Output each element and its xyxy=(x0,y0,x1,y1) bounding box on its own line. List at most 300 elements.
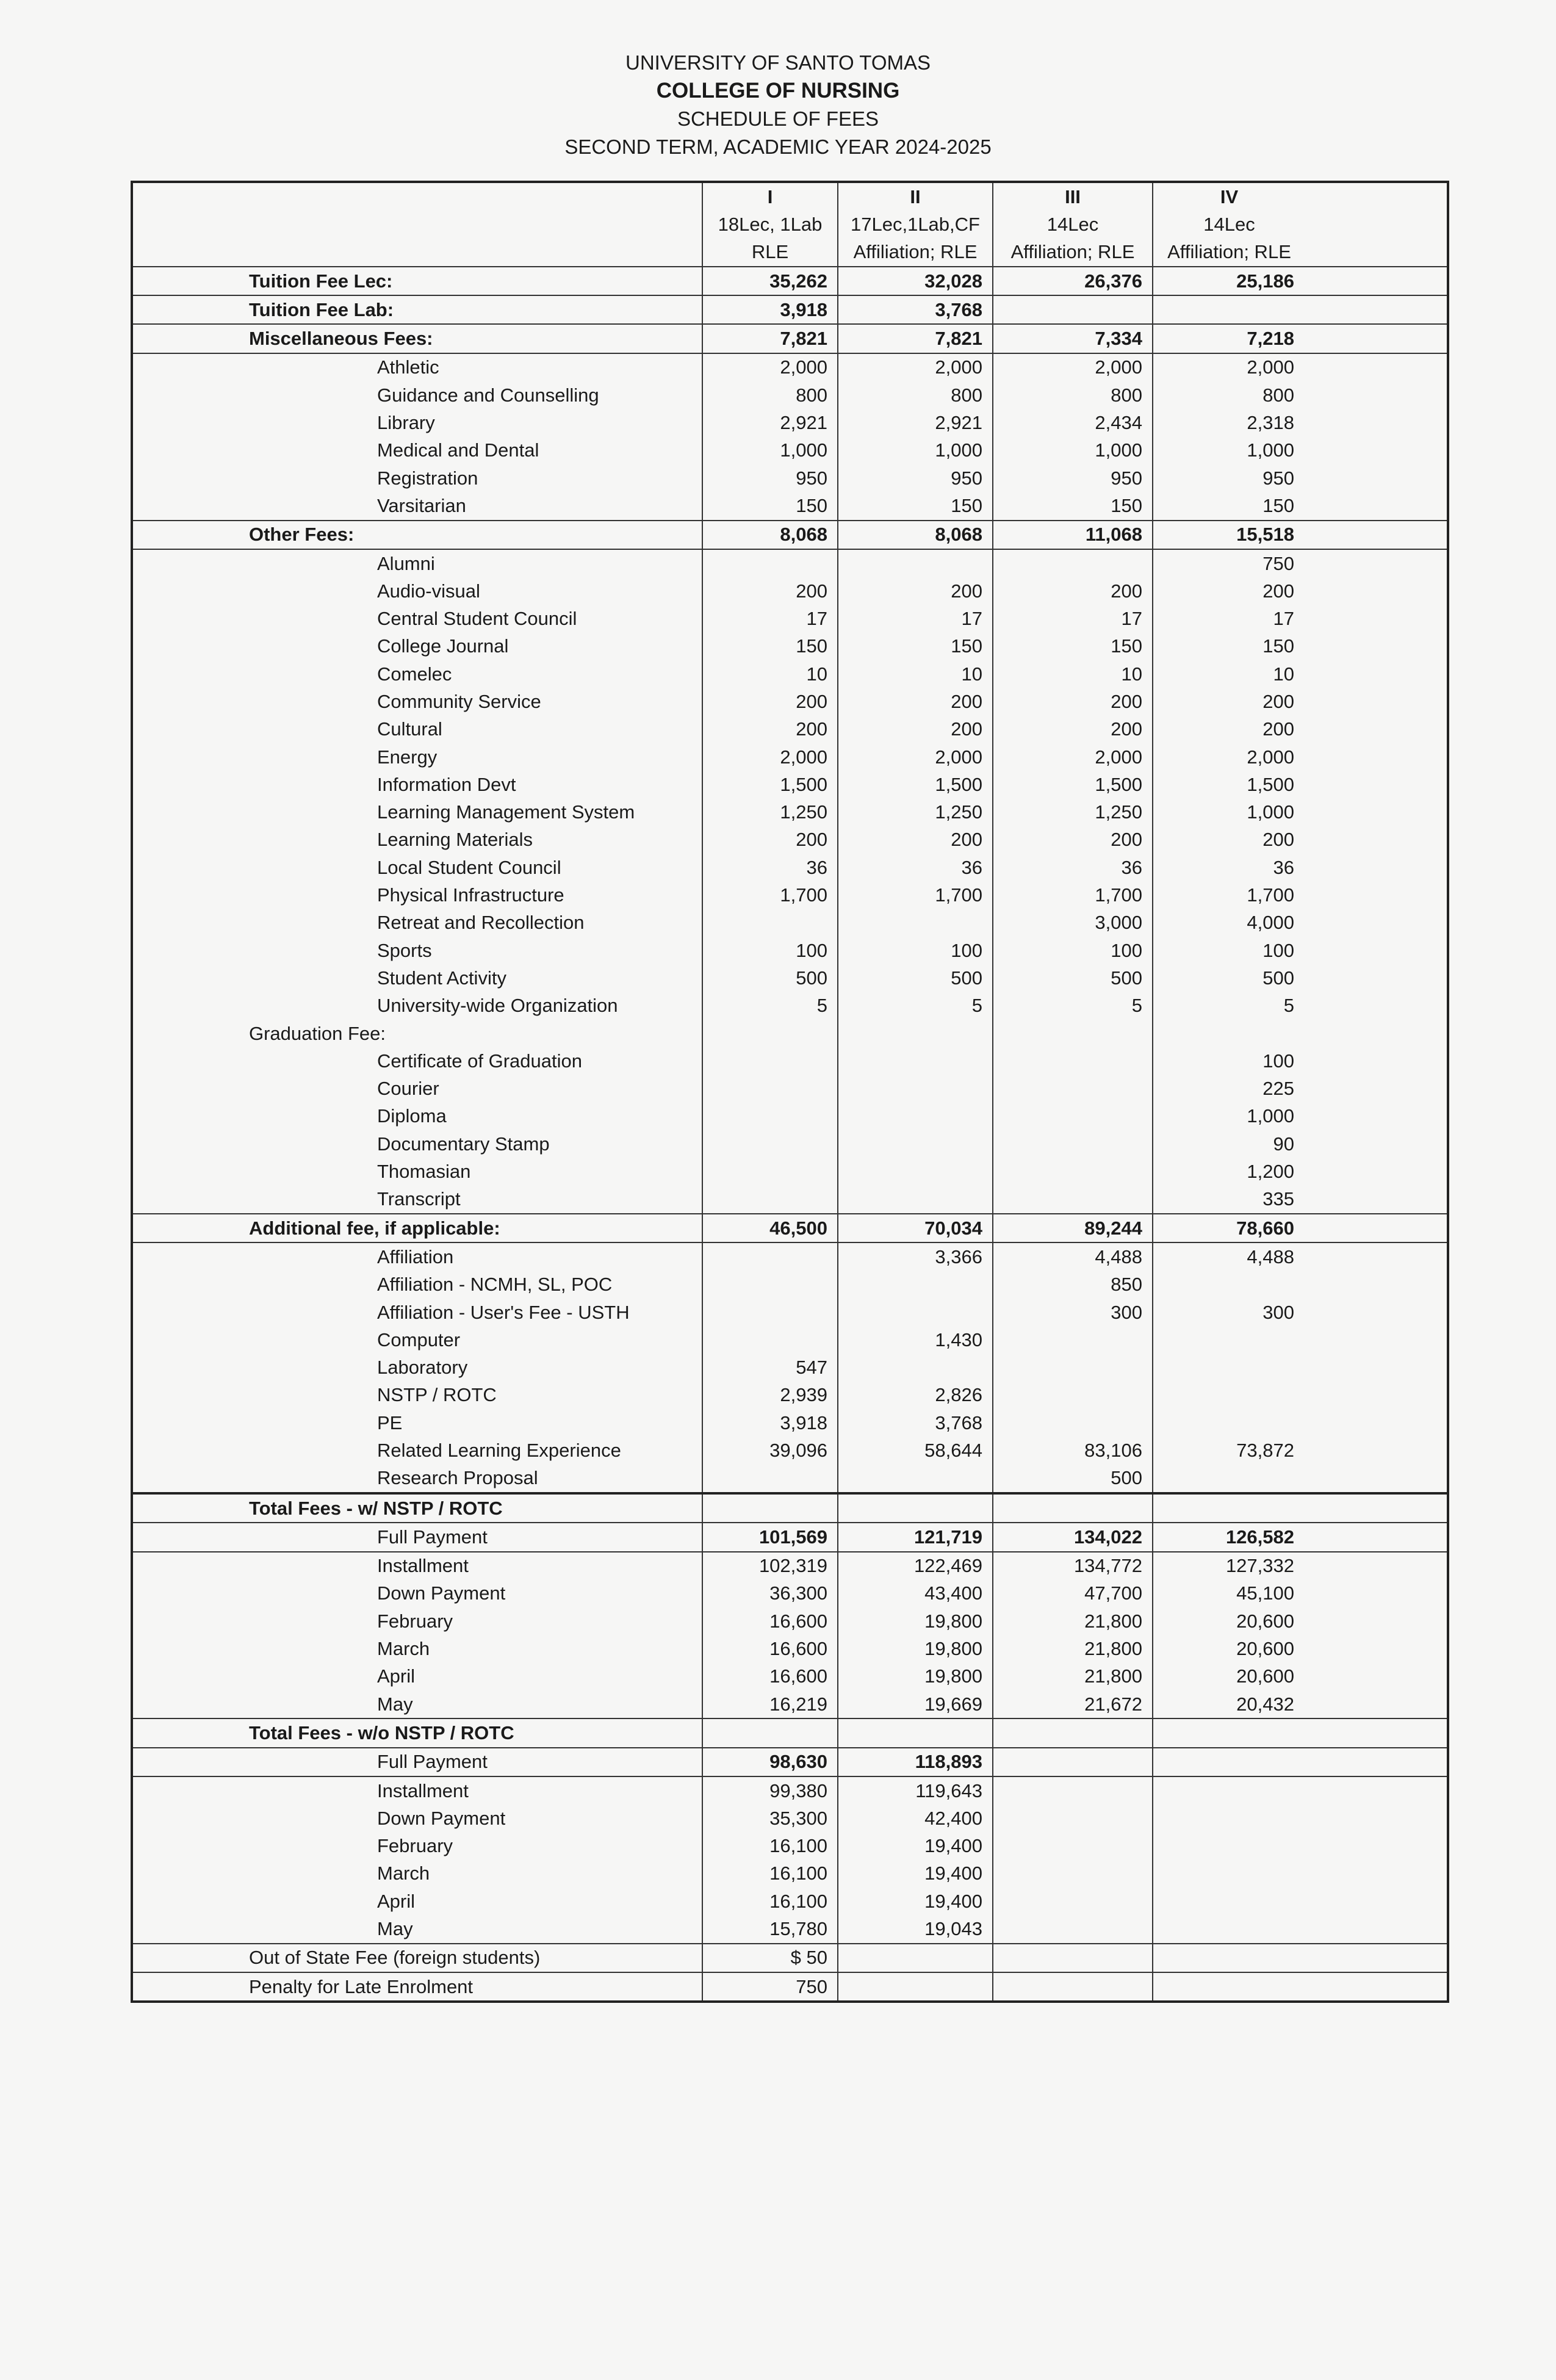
fee-amount: 35,262 xyxy=(702,267,838,295)
fee-row xyxy=(132,1409,1448,1437)
fee-amount: 950 xyxy=(1153,464,1448,492)
fee-amount: 4,488 xyxy=(1153,1242,1448,1271)
fee-amount: 200 xyxy=(838,688,993,715)
fee-amount: 121,719 xyxy=(838,1523,993,1551)
fee-row xyxy=(132,295,1448,324)
fee-amount: 126,582 xyxy=(1153,1523,1448,1551)
fee-label: Diploma xyxy=(377,1105,447,1127)
fee-amount: 2,000 xyxy=(702,743,838,771)
fee-row xyxy=(132,1271,1448,1299)
fee-amount: 58,644 xyxy=(838,1437,993,1464)
fee-amount xyxy=(838,1493,993,1523)
fee-amount xyxy=(1153,1382,1448,1409)
fee-row xyxy=(132,964,1448,992)
fee-amount xyxy=(993,1972,1153,2002)
fee-label: Community Service xyxy=(377,690,541,712)
fee-amount: 36,300 xyxy=(702,1580,838,1607)
fee-amount xyxy=(1153,1493,1448,1523)
fee-row xyxy=(132,881,1448,909)
fee-amount xyxy=(993,1915,1153,1943)
fee-row xyxy=(132,937,1448,964)
fee-amount xyxy=(993,1860,1153,1888)
fee-row xyxy=(132,1607,1448,1635)
fee-amount: 2,826 xyxy=(838,1382,993,1409)
fee-amount: 300 xyxy=(1153,1299,1448,1326)
fee-row xyxy=(132,381,1448,409)
fee-row xyxy=(132,353,1448,381)
fee-amount: 11,068 xyxy=(993,521,1153,549)
fee-amount: 134,022 xyxy=(993,1523,1153,1551)
fee-row xyxy=(132,1888,1448,1915)
fee-amount xyxy=(702,1242,838,1271)
fee-label: Full Payment xyxy=(132,1748,702,1776)
fee-amount: 1,000 xyxy=(1153,1103,1448,1130)
fee-amount: 127,332 xyxy=(1153,1552,1448,1580)
fee-amount: 1,500 xyxy=(993,771,1153,798)
fee-label: Total Fees - w/o NSTP / ROTC xyxy=(132,1718,702,1747)
fee-amount xyxy=(993,1748,1153,1776)
fee-amount xyxy=(993,1103,1153,1130)
fee-amount xyxy=(702,1075,838,1103)
fee-amount: 4,488 xyxy=(993,1242,1153,1271)
fee-amount: 10 xyxy=(702,660,838,688)
fee-label: Physical Infrastructure xyxy=(377,884,564,906)
fee-amount: 150 xyxy=(702,633,838,660)
fee-amount: 200 xyxy=(1153,688,1448,715)
fee-label: Installment xyxy=(377,1780,469,1801)
fee-amount: 19,800 xyxy=(838,1635,993,1662)
fee-amount xyxy=(993,1805,1153,1832)
fee-amount: 2,000 xyxy=(993,743,1153,771)
fee-amount: 3,918 xyxy=(702,295,838,324)
fee-label: Documentary Stamp xyxy=(377,1133,550,1155)
fee-row xyxy=(132,1523,1448,1551)
fee-amount: 3,918 xyxy=(702,1409,838,1437)
fee-label: Computer xyxy=(377,1329,461,1350)
fee-row xyxy=(132,1552,1448,1580)
fee-amount xyxy=(1153,1409,1448,1437)
fee-amount: 16,100 xyxy=(702,1888,838,1915)
fee-label: March xyxy=(377,1638,430,1660)
fee-label: Graduation Fee: xyxy=(249,1022,386,1044)
fee-label: Transcript xyxy=(377,1188,461,1210)
column-header-row xyxy=(132,239,1448,267)
fee-amount: 16,600 xyxy=(702,1607,838,1635)
fee-row xyxy=(132,716,1448,743)
fee-row xyxy=(132,633,1448,660)
fee-amount xyxy=(1153,1860,1448,1888)
fee-label: Tuition Fee Lab: xyxy=(132,295,702,324)
fee-amount: 36 xyxy=(702,854,838,881)
fee-label: Audio-visual xyxy=(377,580,480,602)
fee-amount xyxy=(702,1047,838,1075)
fee-label: Full Payment xyxy=(132,1523,702,1551)
fee-amount: 100 xyxy=(1153,937,1448,964)
fee-label: Affiliation - NCMH, SL, POC xyxy=(377,1274,613,1296)
column-header-cell: I xyxy=(702,182,838,211)
fee-amount: 19,400 xyxy=(838,1860,993,1888)
fee-amount: 200 xyxy=(993,716,1153,743)
fee-amount xyxy=(702,1158,838,1185)
fee-label: Laboratory xyxy=(377,1357,468,1379)
fee-amount xyxy=(838,1718,993,1747)
fee-amount xyxy=(993,1409,1153,1437)
fee-amount: 200 xyxy=(838,716,993,743)
fee-amount: 200 xyxy=(993,577,1153,605)
fee-amount xyxy=(702,1271,838,1299)
fee-amount xyxy=(993,1493,1153,1523)
fee-amount: 200 xyxy=(1153,826,1448,854)
fee-row xyxy=(132,324,1448,353)
fee-amount: 800 xyxy=(993,381,1153,409)
column-header-cell: Affiliation; RLE xyxy=(838,239,993,267)
fee-amount: 20,600 xyxy=(1153,1635,1448,1662)
fee-label: College Journal xyxy=(377,635,509,657)
fee-amount: 1,700 xyxy=(838,881,993,909)
fee-amount: 21,800 xyxy=(993,1635,1153,1662)
fee-amount xyxy=(1153,1972,1448,2002)
fee-amount xyxy=(1153,1020,1448,1047)
fee-label: May xyxy=(377,1918,413,1940)
fee-amount xyxy=(1153,1748,1448,1776)
fee-amount: 8,068 xyxy=(702,521,838,549)
fee-row xyxy=(132,1690,1448,1718)
fee-amount: 15,780 xyxy=(702,1915,838,1943)
fee-amount: 1,700 xyxy=(1153,881,1448,909)
column-header-row xyxy=(132,182,1448,211)
fee-row xyxy=(132,521,1448,549)
fee-label: Installment xyxy=(377,1555,469,1577)
fee-amount xyxy=(1153,1915,1448,1943)
fee-amount: 99,380 xyxy=(702,1776,838,1805)
fee-amount: 950 xyxy=(702,464,838,492)
fee-label: Athletic xyxy=(377,356,439,378)
fee-amount: 98,630 xyxy=(702,1748,838,1776)
fee-amount: 19,800 xyxy=(838,1663,993,1690)
fee-label: Local Student Council xyxy=(377,856,561,878)
fee-amount: 300 xyxy=(993,1299,1153,1326)
fee-amount: 1,000 xyxy=(993,437,1153,464)
fee-row xyxy=(132,1580,1448,1607)
fee-row xyxy=(132,1944,1448,1972)
fee-amount: 1,500 xyxy=(1153,771,1448,798)
fee-amount: 73,872 xyxy=(1153,1437,1448,1464)
column-header-cell: 14Lec xyxy=(1153,211,1448,238)
fee-amount: 36 xyxy=(838,854,993,881)
fee-amount: 39,096 xyxy=(702,1437,838,1464)
fee-amount: 7,218 xyxy=(1153,324,1448,353)
fee-amount: 200 xyxy=(1153,716,1448,743)
fee-amount xyxy=(1153,1354,1448,1381)
fee-amount: 5 xyxy=(993,992,1153,1020)
fee-label: Medical and Dental xyxy=(377,439,539,461)
fee-amount xyxy=(993,1833,1153,1860)
fee-amount: 47,700 xyxy=(993,1580,1153,1607)
fee-amount: 16,100 xyxy=(702,1833,838,1860)
fee-amount: 42,400 xyxy=(838,1805,993,1832)
fee-amount: 119,643 xyxy=(838,1776,993,1805)
fee-amount: 5 xyxy=(702,992,838,1020)
fee-table-body xyxy=(132,182,1448,2002)
fee-amount: 8,068 xyxy=(838,521,993,549)
column-header-cell: Affiliation; RLE xyxy=(993,239,1153,267)
fee-amount xyxy=(838,1047,993,1075)
fee-amount xyxy=(702,1326,838,1354)
fee-row xyxy=(132,492,1448,520)
fee-amount: 21,800 xyxy=(993,1663,1153,1690)
fee-amount: 2,921 xyxy=(702,409,838,436)
fee-amount xyxy=(1153,1465,1448,1493)
fee-row xyxy=(132,437,1448,464)
fee-row xyxy=(132,1186,1448,1214)
fee-row xyxy=(132,1103,1448,1130)
fee-label: Affiliation - User's Fee - USTH xyxy=(377,1301,630,1323)
fee-label: Registration xyxy=(377,467,478,489)
fee-amount: 35,300 xyxy=(702,1805,838,1832)
fee-row xyxy=(132,1075,1448,1103)
fee-amount xyxy=(993,1186,1153,1214)
fee-amount xyxy=(1153,1718,1448,1747)
fee-amount xyxy=(993,1326,1153,1354)
fee-amount: 122,469 xyxy=(838,1552,993,1580)
fee-label: Comelec xyxy=(377,663,452,685)
fee-amount: 89,244 xyxy=(993,1214,1153,1242)
fee-label: Alumni xyxy=(377,552,435,574)
fee-amount: 750 xyxy=(1153,549,1448,577)
fee-amount: 102,319 xyxy=(702,1552,838,1580)
fee-amount: 2,939 xyxy=(702,1382,838,1409)
fee-amount: 100 xyxy=(1153,1047,1448,1075)
fee-amount: 134,772 xyxy=(993,1552,1153,1580)
fee-label: April xyxy=(377,1890,416,1912)
fee-amount: 19,400 xyxy=(838,1833,993,1860)
fee-amount xyxy=(838,1186,993,1214)
fee-amount: 500 xyxy=(838,964,993,992)
fee-amount: 200 xyxy=(838,826,993,854)
column-header-cell: 14Lec xyxy=(993,211,1153,238)
fee-amount xyxy=(838,1944,993,1972)
fee-amount: 200 xyxy=(993,826,1153,854)
fee-label: Learning Materials xyxy=(377,829,533,851)
fee-row xyxy=(132,1718,1448,1747)
fee-label: Miscellaneous Fees: xyxy=(132,324,702,353)
column-header-cell: 18Lec, 1Lab xyxy=(702,211,838,238)
fee-amount xyxy=(838,1130,993,1158)
fee-amount: 950 xyxy=(838,464,993,492)
fee-amount: 2,000 xyxy=(838,743,993,771)
fee-row xyxy=(132,1833,1448,1860)
fee-amount: 1,500 xyxy=(702,771,838,798)
fee-amount: 1,000 xyxy=(1153,799,1448,826)
fee-amount: 800 xyxy=(1153,381,1448,409)
fee-label: Down Payment xyxy=(377,1582,506,1604)
fee-amount xyxy=(702,1130,838,1158)
fee-amount: 150 xyxy=(1153,492,1448,520)
fee-row xyxy=(132,1130,1448,1158)
fee-amount: 150 xyxy=(993,633,1153,660)
fee-amount xyxy=(993,1776,1153,1805)
fee-amount xyxy=(838,1271,993,1299)
fee-amount: 10 xyxy=(1153,660,1448,688)
fee-label: Down Payment xyxy=(377,1807,506,1829)
fee-amount: 200 xyxy=(702,716,838,743)
fee-amount xyxy=(1153,1833,1448,1860)
fee-label: University-wide Organization xyxy=(377,995,618,1017)
fee-amount: 32,028 xyxy=(838,267,993,295)
fee-amount: 100 xyxy=(993,937,1153,964)
fee-amount xyxy=(838,1075,993,1103)
fee-amount: 36 xyxy=(1153,854,1448,881)
fee-amount: 70,034 xyxy=(838,1214,993,1242)
column-header-cell: 17Lec,1Lab,CF xyxy=(838,211,993,238)
fee-row xyxy=(132,1047,1448,1075)
fee-label: Student Activity xyxy=(377,967,506,989)
fee-row xyxy=(132,854,1448,881)
fee-amount xyxy=(993,1944,1153,1972)
fee-amount: 1,200 xyxy=(1153,1158,1448,1185)
fee-amount: 150 xyxy=(838,492,993,520)
fee-label: Energy xyxy=(377,746,438,768)
fee-amount: 25,186 xyxy=(1153,267,1448,295)
fee-label: Out of State Fee (foreign students) xyxy=(132,1944,702,1972)
fee-label: Information Devt xyxy=(377,773,516,795)
fee-amount: 1,000 xyxy=(702,437,838,464)
fee-amount: 19,669 xyxy=(838,1690,993,1718)
fee-amount: 500 xyxy=(993,964,1153,992)
fee-amount xyxy=(1153,1805,1448,1832)
fee-label: Related Learning Experience xyxy=(377,1440,621,1461)
fee-amount: 4,000 xyxy=(1153,909,1448,937)
fee-label: Affiliation xyxy=(377,1246,454,1268)
fee-row xyxy=(132,1663,1448,1690)
fee-amount: 16,100 xyxy=(702,1860,838,1888)
fee-row xyxy=(132,1214,1448,1242)
fee-amount: 1,430 xyxy=(838,1326,993,1354)
fee-amount xyxy=(993,1354,1153,1381)
fee-label: PE xyxy=(377,1412,403,1433)
fee-row xyxy=(132,1354,1448,1381)
header-blank-cell xyxy=(132,211,702,238)
fee-row xyxy=(132,1299,1448,1326)
fee-amount xyxy=(702,1493,838,1523)
fee-row xyxy=(132,1776,1448,1805)
fee-row xyxy=(132,1437,1448,1464)
fee-amount xyxy=(702,1103,838,1130)
fee-amount: 500 xyxy=(1153,964,1448,992)
fee-amount xyxy=(1153,295,1448,324)
fee-amount: 2,000 xyxy=(702,353,838,381)
fee-amount: 150 xyxy=(702,492,838,520)
fee-amount: 2,000 xyxy=(1153,743,1448,771)
fee-row xyxy=(132,1493,1448,1523)
fee-amount: 43,400 xyxy=(838,1580,993,1607)
fee-row xyxy=(132,1242,1448,1271)
fee-amount: 200 xyxy=(702,826,838,854)
fee-label: Research Proposal xyxy=(377,1467,538,1489)
fee-amount: 850 xyxy=(993,1271,1153,1299)
fee-amount: 1,250 xyxy=(993,799,1153,826)
fee-row xyxy=(132,826,1448,854)
fee-amount xyxy=(1153,1326,1448,1354)
fee-row xyxy=(132,409,1448,436)
fee-amount xyxy=(993,549,1153,577)
fee-amount: 1,000 xyxy=(838,437,993,464)
fee-amount: 500 xyxy=(993,1465,1153,1493)
fee-amount: 225 xyxy=(1153,1075,1448,1103)
fee-amount: 46,500 xyxy=(702,1214,838,1242)
fee-amount xyxy=(702,1718,838,1747)
fee-amount xyxy=(838,1158,993,1185)
fee-label: May xyxy=(377,1693,413,1715)
fee-amount xyxy=(993,1075,1153,1103)
fee-label: Central Student Council xyxy=(377,608,577,630)
column-header-cell: RLE xyxy=(702,239,838,267)
fee-amount: 10 xyxy=(838,660,993,688)
fee-amount: 335 xyxy=(1153,1186,1448,1214)
fee-amount xyxy=(1153,1271,1448,1299)
fee-amount: 3,768 xyxy=(838,295,993,324)
fee-label: Additional fee, if applicable: xyxy=(132,1214,702,1242)
term-label: SECOND TERM, ACADEMIC YEAR 2024-2025 xyxy=(564,135,992,158)
fee-amount xyxy=(702,549,838,577)
fee-amount: 150 xyxy=(993,492,1153,520)
fee-amount: 3,768 xyxy=(838,1409,993,1437)
schedule-of-fees-table xyxy=(131,181,1449,2003)
fee-amount: 19,400 xyxy=(838,1888,993,1915)
fee-amount xyxy=(702,1299,838,1326)
document-header xyxy=(0,49,1556,161)
fee-amount: 90 xyxy=(1153,1130,1448,1158)
fee-label: Retreat and Recollection xyxy=(377,912,585,934)
fee-amount xyxy=(838,1103,993,1130)
fee-row xyxy=(132,1635,1448,1662)
fee-label: Learning Management System xyxy=(377,801,635,823)
fee-amount xyxy=(993,1158,1153,1185)
fee-label: Library xyxy=(377,412,435,434)
fee-amount: 5 xyxy=(838,992,993,1020)
fee-amount: 150 xyxy=(838,633,993,660)
fee-label: March xyxy=(377,1863,430,1884)
fee-label: April xyxy=(377,1665,416,1687)
fee-amount: 16,219 xyxy=(702,1690,838,1718)
fee-amount: 19,043 xyxy=(838,1915,993,1943)
fee-row xyxy=(132,1326,1448,1354)
fee-row xyxy=(132,549,1448,577)
fee-amount xyxy=(702,1020,838,1047)
fee-row xyxy=(132,605,1448,632)
fee-amount xyxy=(702,1465,838,1493)
fee-row xyxy=(132,909,1448,937)
fee-amount: 2,318 xyxy=(1153,409,1448,436)
fee-amount xyxy=(993,295,1153,324)
column-header-cell: II xyxy=(838,182,993,211)
fee-amount: 100 xyxy=(702,937,838,964)
fee-label: Sports xyxy=(377,939,432,961)
fee-row xyxy=(132,464,1448,492)
fee-amount: 2,000 xyxy=(1153,353,1448,381)
fee-row xyxy=(132,660,1448,688)
fee-row xyxy=(132,992,1448,1020)
fee-amount: 150 xyxy=(1153,633,1448,660)
fee-amount: 36 xyxy=(993,854,1153,881)
fee-amount: 3,366 xyxy=(838,1242,993,1271)
fee-amount: 21,672 xyxy=(993,1690,1153,1718)
fee-row xyxy=(132,1382,1448,1409)
fee-amount: 78,660 xyxy=(1153,1214,1448,1242)
fee-amount xyxy=(838,1354,993,1381)
fee-amount xyxy=(993,1888,1153,1915)
fee-amount: 83,106 xyxy=(993,1437,1153,1464)
